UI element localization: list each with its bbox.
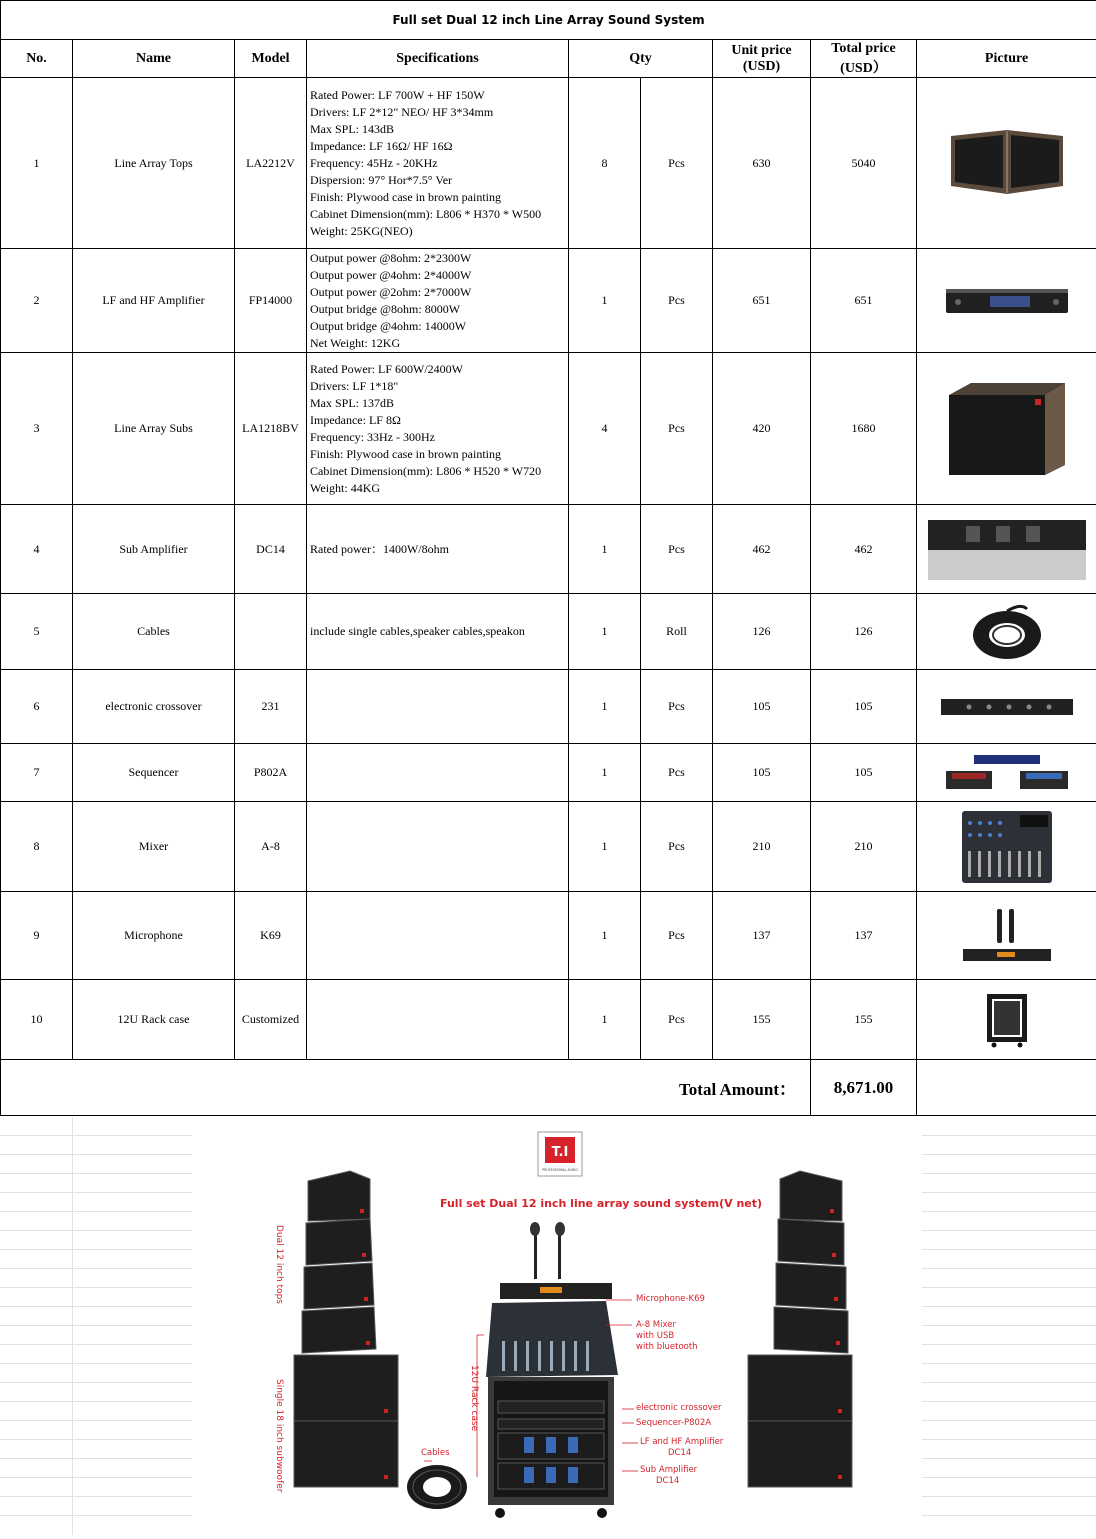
header-name: Name	[73, 40, 235, 78]
table-row	[1, 670, 1096, 744]
rack-label: 12U Rack case	[469, 1365, 479, 1431]
spec-line: Max SPL: 143dB	[310, 121, 566, 138]
table-row	[1, 744, 1096, 802]
sub-amp-label-line2: DC14	[656, 1476, 679, 1487]
spec-line: include single cables,speaker cables,speakon	[310, 623, 566, 640]
row-name: Mixer	[73, 802, 235, 892]
header-model: Model	[235, 40, 307, 78]
microphone-icon	[961, 905, 1053, 967]
spec-line: Output power @4ohm: 2*4000W	[310, 267, 566, 284]
header-row	[1, 40, 1096, 78]
total-label: Total Amount：	[1, 1060, 811, 1116]
row-unit: Pcs	[641, 353, 713, 505]
row-picture	[917, 744, 1096, 802]
row-qty: 1	[569, 670, 641, 744]
table-row	[1, 78, 1096, 249]
row-specs	[307, 249, 569, 353]
row-picture	[917, 249, 1096, 353]
table-row	[1, 353, 1096, 505]
row-unit-price: 462	[713, 505, 811, 594]
row-model: Customized	[235, 980, 307, 1060]
row-specs	[307, 802, 569, 892]
header-total-price-line2: (USD）	[813, 57, 914, 77]
row-unit: Pcs	[641, 78, 713, 249]
row-picture	[917, 594, 1096, 670]
cable-roll-icon	[969, 601, 1045, 663]
row-specs	[307, 505, 569, 594]
row-qty: 1	[569, 594, 641, 670]
row-no: 3	[1, 353, 73, 505]
spec-line: Weight: 44KG	[310, 480, 566, 497]
sub-amplifier-icon	[926, 516, 1088, 582]
row-picture	[917, 802, 1096, 892]
tops-label: Dual 12 inch tops	[274, 1225, 284, 1304]
row-name: Line Array Subs	[73, 353, 235, 505]
row-picture	[917, 670, 1096, 744]
header-unit-price-line2: (USD)	[715, 59, 808, 75]
spec-line: Rated Power: LF 700W + HF 150W	[310, 87, 566, 104]
mixer-label-line2: with USB	[636, 1331, 674, 1342]
row-no: 6	[1, 670, 73, 744]
row-model: LA1218BV	[235, 353, 307, 505]
header-specifications: Specifications	[307, 40, 569, 78]
subwoofer-icon	[945, 381, 1069, 477]
total-empty-cell	[917, 1060, 1096, 1116]
row-unit-price: 651	[713, 249, 811, 353]
row-picture	[917, 892, 1096, 980]
table-row	[1, 249, 1096, 353]
row-qty: 1	[569, 505, 641, 594]
row-model: K69	[235, 892, 307, 980]
header-total-price	[811, 40, 917, 78]
spec-line: Drivers: LF 2*12" NEO/ HF 3*34mm	[310, 104, 566, 121]
row-total-price: 105	[811, 744, 917, 802]
row-name: Microphone	[73, 892, 235, 980]
spec-line: Impedance: LF 16Ω/ HF 16Ω	[310, 138, 566, 155]
row-no: 4	[1, 505, 73, 594]
spec-line: Output bridge @4ohm: 14000W	[310, 318, 566, 335]
promo-title: Full set Dual 12 inch line array sound system(V net)	[440, 1197, 762, 1210]
line-array-top-icon	[945, 128, 1069, 198]
row-picture	[917, 505, 1096, 594]
amplifier-icon	[944, 285, 1070, 317]
row-name: Sequencer	[73, 744, 235, 802]
spec-line: Finish: Plywood case in brown painting	[310, 446, 566, 463]
mixer-icon	[960, 809, 1054, 885]
table-title: Full set Dual 12 inch Line Array Sound System	[1, 1, 1096, 40]
mixer-label-line1: A-8 Mixer	[636, 1320, 676, 1331]
row-specs	[307, 594, 569, 670]
row-qty: 1	[569, 249, 641, 353]
promo-image	[192, 1117, 922, 1535]
row-unit: Pcs	[641, 744, 713, 802]
sequencer-label: Sequencer-P802A	[636, 1418, 711, 1429]
spec-line: Dispersion: 97° Hor*7.5° Ver	[310, 172, 566, 189]
table-row	[1, 505, 1096, 594]
row-total-price: 5040	[811, 78, 917, 249]
spec-line: Rated Power: LF 600W/2400W	[310, 361, 566, 378]
spec-line: Frequency: 33Hz - 300Hz	[310, 429, 566, 446]
row-qty: 1	[569, 892, 641, 980]
row-unit: Pcs	[641, 802, 713, 892]
row-specs	[307, 744, 569, 802]
rack-case-icon	[985, 992, 1029, 1048]
row-unit-price: 420	[713, 353, 811, 505]
table-row	[1, 802, 1096, 892]
row-name: Cables	[73, 594, 235, 670]
row-unit: Pcs	[641, 980, 713, 1060]
header-picture: Picture	[917, 40, 1096, 78]
row-name: Line Array Tops	[73, 78, 235, 249]
row-unit: Pcs	[641, 892, 713, 980]
spec-line: Weight: 25KG(NEO)	[310, 223, 566, 240]
row-unit-price: 137	[713, 892, 811, 980]
row-unit: Pcs	[641, 670, 713, 744]
crossover-label: electronic crossover	[636, 1403, 721, 1414]
row-no: 10	[1, 980, 73, 1060]
sequencer-icon	[944, 753, 1070, 793]
row-model: 231	[235, 670, 307, 744]
table-row	[1, 594, 1096, 670]
row-model: A-8	[235, 802, 307, 892]
row-picture	[917, 980, 1096, 1060]
promo-section	[0, 1117, 1096, 1535]
row-qty: 8	[569, 78, 641, 249]
row-total-price: 210	[811, 802, 917, 892]
spec-line: Output bridge @8ohm: 8000W	[310, 301, 566, 318]
total-row	[1, 1060, 1096, 1116]
row-unit: Pcs	[641, 249, 713, 353]
total-amount: 8,671.00	[811, 1060, 917, 1116]
header-unit-price-line1: Unit price	[715, 43, 808, 59]
lfhf-amp-label-line1: LF and HF Amplifier	[640, 1437, 723, 1448]
logo-subtext: PROFESSIONAL AUDIO	[542, 1168, 578, 1172]
row-unit-price: 105	[713, 670, 811, 744]
row-no: 9	[1, 892, 73, 980]
row-model: LA2212V	[235, 78, 307, 249]
logo-text: T.I	[552, 1145, 569, 1160]
row-unit: Pcs	[641, 505, 713, 594]
spec-line: Rated power：1400W/8ohm	[310, 541, 566, 558]
row-name: 12U Rack case	[73, 980, 235, 1060]
mixer-label-line3: with bluetooth	[636, 1342, 698, 1353]
spec-line: Cabinet Dimension(mm): L806 * H370 * W500	[310, 206, 566, 223]
row-total-price: 155	[811, 980, 917, 1060]
spec-line: Net Weight: 12KG	[310, 335, 566, 352]
row-unit-price: 105	[713, 744, 811, 802]
row-specs	[307, 670, 569, 744]
row-name: electronic crossover	[73, 670, 235, 744]
header-no: No.	[1, 40, 73, 78]
row-unit: Roll	[641, 594, 713, 670]
row-picture	[917, 353, 1096, 505]
row-qty: 1	[569, 802, 641, 892]
table-row	[1, 892, 1096, 980]
row-qty: 1	[569, 744, 641, 802]
row-specs	[307, 892, 569, 980]
spec-line: Frequency: 45Hz - 20KHz	[310, 155, 566, 172]
header-qty: Qty	[569, 40, 713, 78]
sheet-grid-left	[0, 1117, 192, 1535]
row-total-price: 651	[811, 249, 917, 353]
row-unit-price: 155	[713, 980, 811, 1060]
microphone-label: Microphone-K69	[636, 1294, 705, 1305]
row-model: FP14000	[235, 249, 307, 353]
lfhf-amp-label-line2: DC14	[668, 1448, 691, 1459]
spec-line: Max SPL: 137dB	[310, 395, 566, 412]
row-no: 2	[1, 249, 73, 353]
row-no: 8	[1, 802, 73, 892]
spec-line: Output power @8ohm: 2*2300W	[310, 250, 566, 267]
row-model: DC14	[235, 505, 307, 594]
row-model	[235, 594, 307, 670]
row-unit-price: 126	[713, 594, 811, 670]
sheet-grid-right	[922, 1117, 1096, 1535]
crossover-icon	[939, 696, 1075, 718]
row-model: P802A	[235, 744, 307, 802]
row-specs	[307, 353, 569, 505]
row-total-price: 1680	[811, 353, 917, 505]
spec-line: Drivers: LF 1*18"	[310, 378, 566, 395]
subs-label: Single 18 inch subwoofer	[274, 1379, 284, 1492]
spec-line: Cabinet Dimension(mm): L806 * H520 * W720	[310, 463, 566, 480]
spec-line: Finish: Plywood case in brown painting	[310, 189, 566, 206]
row-total-price: 137	[811, 892, 917, 980]
cables-label: Cables	[421, 1448, 450, 1459]
header-total-price-line1: Total price	[813, 41, 914, 57]
leader-lines	[192, 1117, 922, 1535]
row-name: Sub Amplifier	[73, 505, 235, 594]
table-row	[1, 980, 1096, 1060]
row-specs	[307, 980, 569, 1060]
row-picture	[917, 78, 1096, 249]
spec-line: Impedance: LF 8Ω	[310, 412, 566, 429]
sub-amp-label-line1: Sub Amplifier	[640, 1465, 697, 1476]
spec-line: Output power @2ohm: 2*7000W	[310, 284, 566, 301]
header-unit-price	[713, 40, 811, 78]
row-no: 5	[1, 594, 73, 670]
row-total-price: 462	[811, 505, 917, 594]
row-total-price: 105	[811, 670, 917, 744]
row-qty: 1	[569, 980, 641, 1060]
row-name: LF and HF Amplifier	[73, 249, 235, 353]
row-no: 7	[1, 744, 73, 802]
row-total-price: 126	[811, 594, 917, 670]
row-specs	[307, 78, 569, 249]
row-qty: 4	[569, 353, 641, 505]
row-no: 1	[1, 78, 73, 249]
row-unit-price: 210	[713, 802, 811, 892]
row-unit-price: 630	[713, 78, 811, 249]
